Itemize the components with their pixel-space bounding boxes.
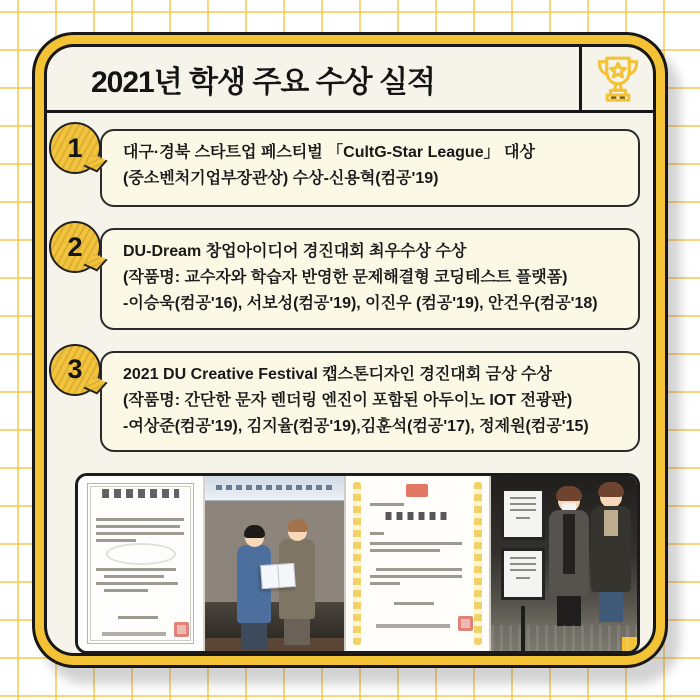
award-text-line: (작품명: 간단한 문자 렌더링 엔진이 포함된 아두이노 IOT 전광판) bbox=[123, 391, 573, 409]
award-item-box bbox=[100, 129, 640, 207]
photo-award-certificate-1 bbox=[78, 476, 205, 651]
ornament-border bbox=[353, 482, 361, 645]
student-figure-masked bbox=[549, 490, 589, 626]
award-text-line: (작품명: 교수자와 학습자 반영한 문제해결형 코딩테스트 플랫폼) bbox=[123, 269, 568, 287]
student-figure bbox=[237, 528, 271, 649]
item-number-badge: 2 bbox=[49, 221, 101, 273]
content-area bbox=[47, 113, 653, 654]
award-item-box bbox=[100, 351, 640, 453]
photo-students-with-posters bbox=[491, 476, 637, 651]
photo-strip bbox=[75, 473, 640, 654]
trophy-box bbox=[579, 47, 653, 110]
yellow-corner-accent bbox=[622, 637, 637, 651]
certificate-title-text bbox=[386, 512, 449, 520]
item-number-badge: 1 bbox=[49, 122, 101, 174]
award-text-line: -여상준(컴공'19), 김지율(컴공'19),김훈석(컴공'17), 정제원(컴공'15) bbox=[123, 418, 589, 436]
photo-award-certificate-2 bbox=[344, 476, 491, 651]
page-title: 2021년 학생 주요 수상 실적 bbox=[91, 65, 435, 99]
award-text-line: (중소벤처기업부장관상) 수상-신용혁(컴공'19) bbox=[123, 170, 439, 188]
association-logo bbox=[406, 484, 428, 497]
floor bbox=[205, 638, 343, 651]
red-seal bbox=[174, 622, 189, 637]
award-slide-card bbox=[44, 44, 656, 656]
photo-award-ceremony bbox=[205, 476, 343, 651]
title-bar bbox=[47, 47, 653, 113]
certificate-title-text bbox=[102, 489, 180, 498]
award-text-line: DU-Dream 창업아이디어 경진대회 최우수상 수상 bbox=[123, 243, 467, 260]
award-text-line: -이승욱(컴공'16), 서보성(컴공'19), 이진우 (컴공'19), 안건우(컴공'18) bbox=[123, 295, 598, 313]
event-banner bbox=[205, 476, 343, 501]
certificate-watermark bbox=[106, 543, 176, 565]
trophy-icon bbox=[592, 51, 644, 107]
award-item-1 bbox=[67, 129, 640, 207]
award-item-box bbox=[100, 228, 640, 330]
award-text-line: 대구·경북 스타트업 페스티벌 「CultG-Star League」 대상 bbox=[123, 144, 535, 161]
stage bbox=[205, 602, 343, 638]
student-figure bbox=[591, 486, 631, 622]
poster-stand bbox=[501, 488, 545, 606]
award-item-3 bbox=[67, 351, 640, 453]
item-number-badge: 3 bbox=[49, 344, 101, 396]
award-text-line: 2021 DU Creative Festival 캡스톤디자인 경진대회 금상 수상 bbox=[123, 365, 552, 383]
ornament-border bbox=[474, 482, 482, 645]
certificate-held bbox=[261, 563, 297, 589]
red-seal bbox=[458, 616, 473, 631]
award-item-2 bbox=[67, 228, 640, 330]
